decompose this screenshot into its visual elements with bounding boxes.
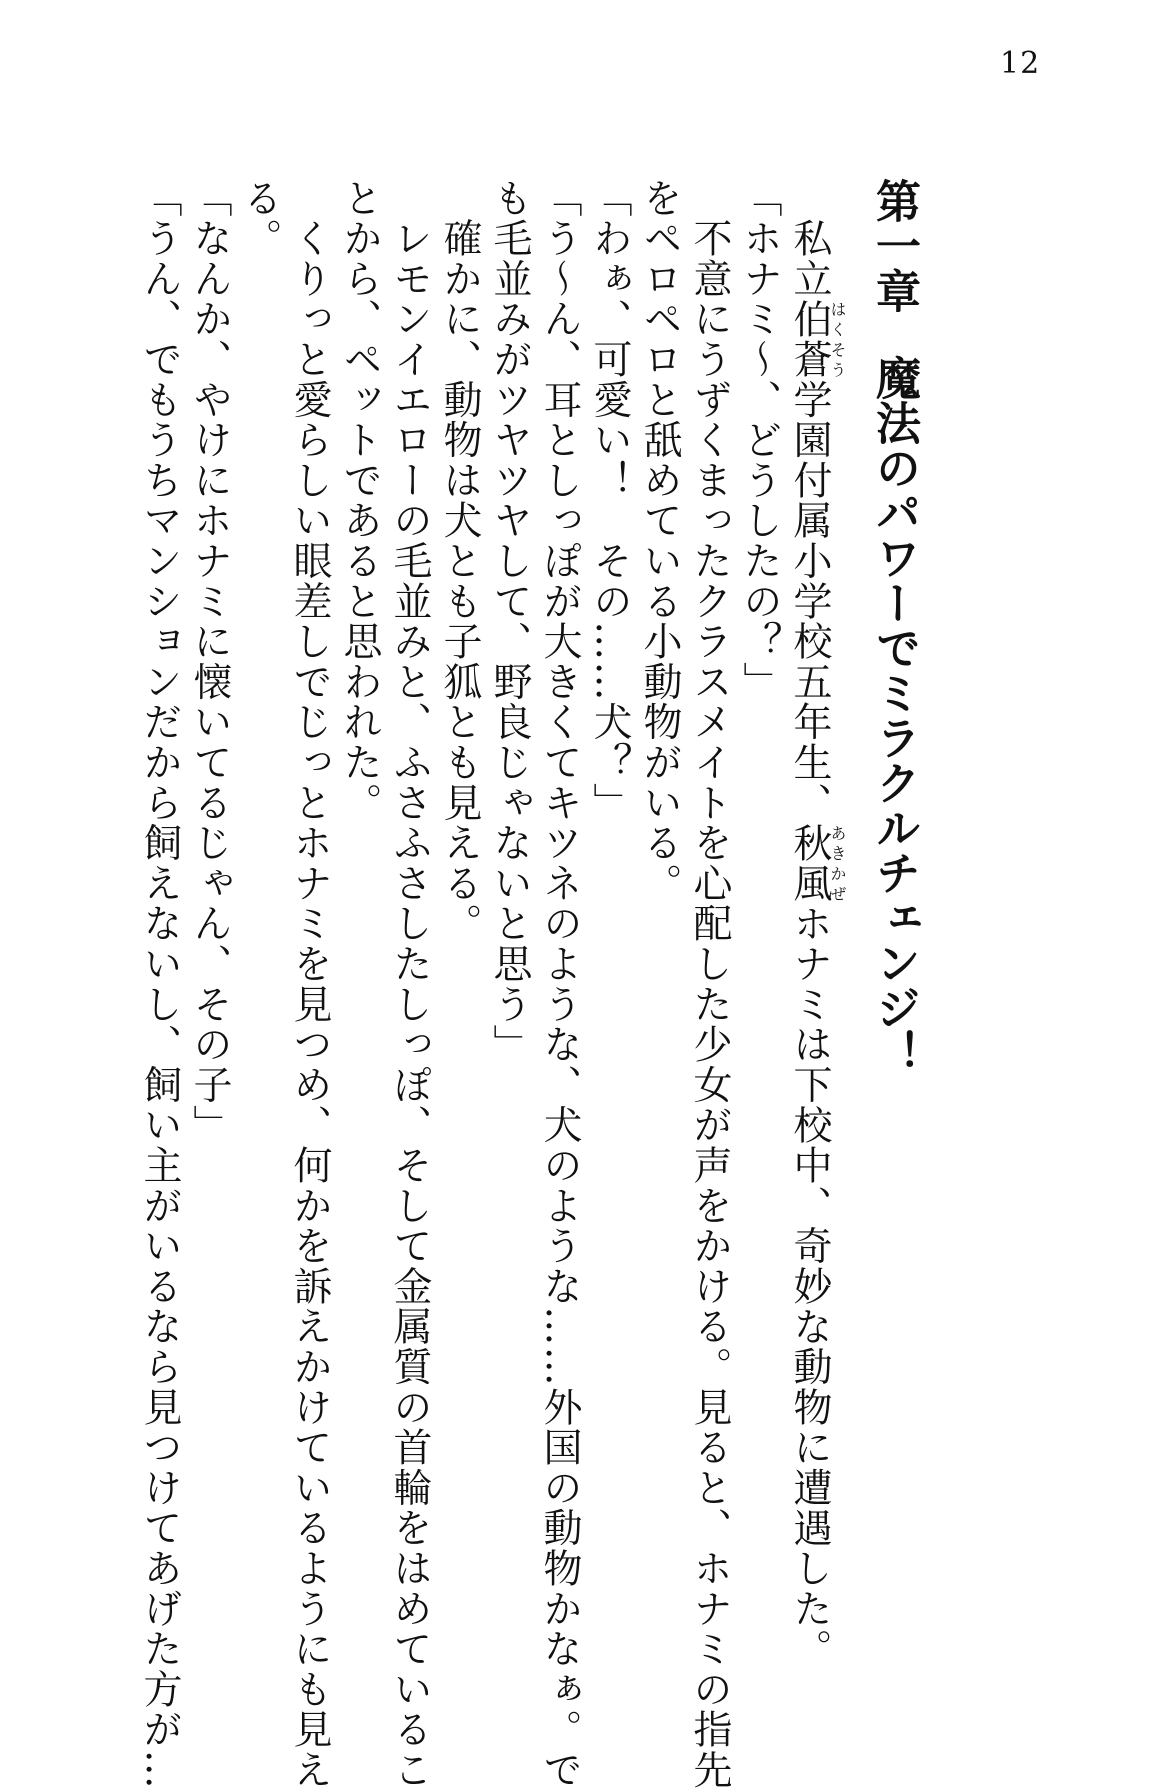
text-line: も毛並みがツヤツヤして、野良じゃないと思う」 [487, 178, 532, 1065]
text-line: 「わぁ、可愛い！ その……犬？」 [587, 178, 632, 823]
ruby-reading: はくそう [828, 298, 847, 380]
text-line: 「ホナミ～、どうしたの？」 [737, 178, 782, 702]
text-line: 確かに、動物は犬とも子狐とも見える。 [437, 178, 482, 944]
text-line: 「なんか、やけにホナミに懐いてるじゃん、その子」 [187, 178, 232, 1146]
line-segment: 学園付属小学校五年生、 [787, 379, 832, 823]
text-line: レモンイエローの毛並みと、ふさふさしたしっぽ、そして金属質の首輪をはめているこ [387, 178, 432, 1790]
ruby-hakusou: 伯蒼はくそう [787, 298, 847, 380]
ruby-reading: あきかぜ [828, 822, 847, 904]
text-line: とから、ペットであると思われた。 [337, 178, 382, 823]
text-line [787, 178, 847, 1670]
text-line: 不意にうずくまったクラスメイトを心配した少女が声をかける。見ると、ホナミの指先 [687, 178, 732, 1790]
page-number: 12 [1000, 46, 1041, 81]
ruby-akikaze: 秋風あきかぜ [787, 822, 847, 904]
text-line: 「うん、でもうちマンションだから飼えないし、飼い主がいるなら見つけてあげた方が… [137, 178, 182, 1790]
text-line: る。 [237, 178, 282, 259]
text-line: 「う～ん、耳としっぽが大きくてキツネのような、犬のような……外国の動物かなぁ。で [537, 178, 582, 1790]
chapter-label: 第一章 [868, 178, 921, 313]
line-segment: 私立 [787, 178, 832, 299]
line-segment: ホナミは下校中、奇妙な動物に遭遇した。 [787, 903, 832, 1670]
chapter-title: 魔法のパワーでミラクルチェンジ！ [868, 355, 921, 1075]
text-line: をペロペロと舐めている小動物がいる。 [637, 178, 682, 904]
chapter-heading [868, 178, 921, 1075]
text-line: くりっと愛らしい眼差しでじっとホナミを見つめ、何かを訴えかけているようにも見え [287, 178, 332, 1790]
